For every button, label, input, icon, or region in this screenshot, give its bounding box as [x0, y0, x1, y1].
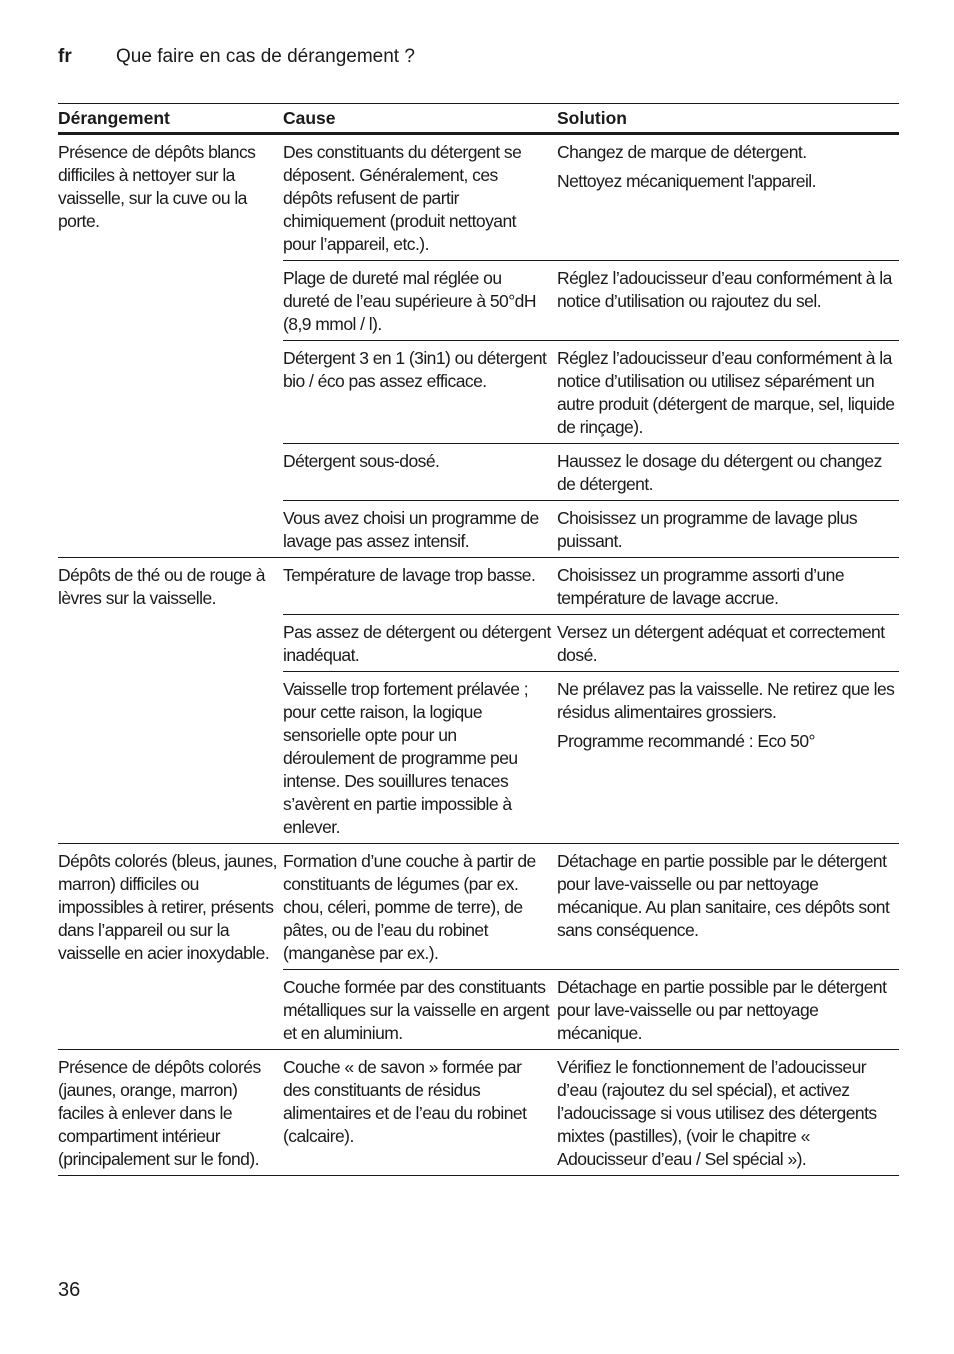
cause-cell: Plage de dureté mal réglée ou dureté de l’eau supérieure à 50°dH (8,9 mmol / l).: [283, 268, 536, 334]
solution-text: Détachage en partie possible par le détergent pour lave-vaisselle ou par nettoyage mécanique.: [557, 977, 887, 1043]
solution-text: Choisissez un programme assorti d’une température de lavage accrue.: [557, 565, 845, 608]
solution-cell: [557, 844, 899, 969]
table-row: [283, 443, 899, 500]
cause-cell: Pas assez de détergent ou détergent inadéquat.: [283, 622, 551, 665]
table-row: [283, 500, 899, 557]
solution-cell: [557, 135, 899, 260]
solution-cell: [557, 341, 899, 443]
solution-text: Programme recommandé : Eco 50°: [557, 731, 815, 751]
solution-cell: [557, 1050, 899, 1175]
cause-cell: Vous avez choisi un programme de lavage pas assez intensif.: [283, 508, 539, 551]
table-row: [283, 969, 899, 1049]
solution-cell: [557, 672, 899, 843]
cause-cell: Température de lavage trop basse.: [283, 565, 536, 585]
solution-cell: [557, 615, 899, 671]
problem-cell: Présence de dépôts colorés (jaunes, orange, marron) faciles à enlever dans le compartiment intérieur (principalement sur le fond).: [58, 1057, 261, 1169]
table-row: [283, 1050, 899, 1175]
solution-cell: [557, 970, 899, 1049]
solution-cell: [557, 558, 899, 614]
table-row: [283, 558, 899, 614]
solution-text: Ne prélavez pas la vaisselle. Ne retirez que les résidus alimentaires grossiers.: [557, 679, 895, 722]
page-header: [58, 46, 415, 68]
solution-text: Versez un détergent adéquat et correctement dosé.: [557, 622, 885, 665]
page-number: 36: [58, 1279, 81, 1301]
solution-cell: [557, 501, 899, 557]
cause-cell: Détergent 3 en 1 (3in1) ou détergent bio / éco pas assez efficace.: [283, 348, 547, 391]
table-body: [58, 135, 899, 1176]
table-row: [283, 260, 899, 340]
cause-cell: Des constituants du détergent se déposent. Généralement, ces dépôts refusent de partir chimiquement (produit nettoyant pour l’appareil, etc.).: [283, 142, 522, 254]
column-header-problem: Dérangement: [58, 107, 170, 128]
solution-cell: [557, 261, 899, 340]
problem-cell: Présence de dépôts blancs difficiles à nettoyer sur la vaisselle, sur la cuve ou la porte.: [58, 142, 256, 231]
column-header-solution: Solution: [557, 107, 627, 128]
solution-text: Changez de marque de détergent.: [557, 142, 807, 162]
solution-text: Nettoyez mécaniquement l'appareil.: [557, 171, 816, 191]
solution-text: Haussez le dosage du détergent ou changez de détergent.: [557, 451, 882, 494]
section-title: Que faire en cas de dérangement ?: [116, 46, 415, 67]
cause-solution-rows: [283, 558, 899, 843]
solution-text: Réglez l’adoucisseur d’eau conformément à la notice d’utilisation ou utilisez séparément un autre produit (détergent de marque, sel, liquide de rinçage).: [557, 348, 895, 437]
solution-text: Vérifiez le fonctionnement de l’adoucisseur d’eau (rajoutez du sel spécial), et activez l’adoucissage si vous utilisez des détergents mixtes (pastilles), (voir le chapitre « Adoucisseur d’eau / Sel spécial »).: [557, 1057, 877, 1169]
table-row: [283, 135, 899, 260]
table-row: [283, 340, 899, 443]
cause-cell: Couche « de savon » formée par des constituants de résidus alimentaires et de l’eau du robinet (calcaire).: [283, 1057, 527, 1146]
problem-cell: Dépôts colorés (bleus, jaunes, marron) difficiles ou impossibles à retirer, présents dans l’appareil ou sur la vaisselle en acier inoxydable.: [58, 851, 277, 963]
cause-cell: Formation d’une couche à partir de constituants de légumes (par ex. chou, céleri, pomme de terre), de pâtes, ou de l’eau du robinet (manganèse par ex.).: [283, 851, 536, 963]
solution-text: Réglez l’adoucisseur d’eau conformément à la notice d’utilisation ou rajoutez du sel.: [557, 268, 892, 311]
table-row: [283, 844, 899, 969]
problem-group: [58, 135, 899, 558]
solution-text: Détachage en partie possible par le détergent pour lave-vaisselle ou par nettoyage mécanique. Au plan sanitaire, ces dépôts sont sans conséquence.: [557, 851, 890, 940]
solution-cell: [557, 444, 899, 500]
cause-cell: Vaisselle trop fortement prélavée ; pour cette raison, la logique sensorielle opte pour un déroulement de programme peu intense. Des souillures tenaces s’avèrent en partie impossible à enlever.: [283, 679, 529, 837]
table-row: [283, 671, 899, 843]
problem-group: [58, 1050, 899, 1176]
column-header-cause: Cause: [283, 107, 336, 128]
problem-cell: Dépôts de thé ou de rouge à lèvres sur la vaisselle.: [58, 565, 265, 608]
troubleshooting-table: [58, 103, 899, 1176]
table-row: [283, 614, 899, 671]
problem-group: [58, 844, 899, 1050]
cause-solution-rows: [283, 135, 899, 557]
problem-group: [58, 558, 899, 844]
cause-solution-rows: [283, 844, 899, 1049]
cause-cell: Couche formée par des constituants métalliques sur la vaisselle en argent et en aluminium.: [283, 977, 550, 1043]
solution-text: Choisissez un programme de lavage plus puissant.: [557, 508, 858, 551]
cause-solution-rows: [283, 1050, 899, 1175]
table-header: [58, 104, 899, 135]
language-tag: fr: [58, 46, 72, 67]
cause-cell: Détergent sous-dosé.: [283, 451, 440, 471]
